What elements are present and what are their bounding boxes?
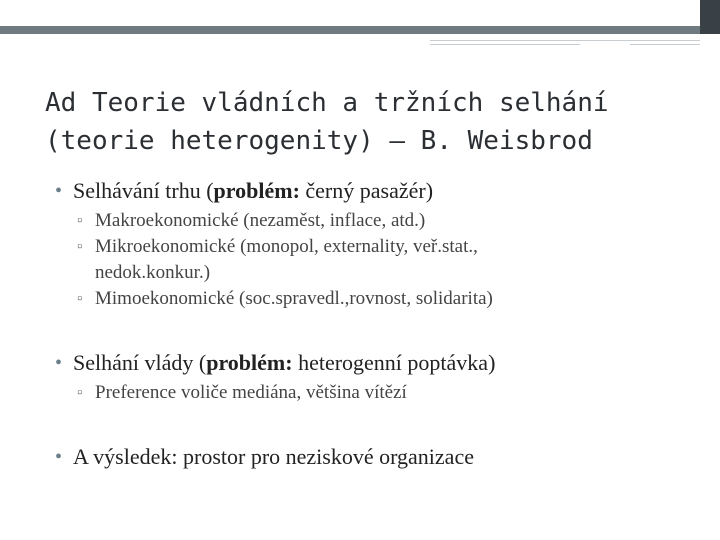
decorative-line <box>630 44 700 45</box>
decorative-line <box>430 44 580 45</box>
decorative-line <box>430 40 700 41</box>
bullet-text: A výsledek: prostor pro neziskové organizace <box>73 444 474 469</box>
sub-item-text: Preference voliče mediána, většina vítězí <box>95 382 407 403</box>
sub-item <box>55 380 695 406</box>
top-right-dark-block <box>700 0 720 34</box>
sub-item-continuation <box>55 260 695 286</box>
sub-list-market-failure <box>55 208 695 312</box>
top-decorative-band <box>0 0 720 34</box>
bullet-government-failure <box>55 348 695 378</box>
top-gray-bar <box>0 26 720 34</box>
slide-title-line-1: Ad Teorie vládních a tržních selhání <box>45 88 609 118</box>
bullet-text-bold: problém: <box>213 178 300 203</box>
sub-item <box>55 234 695 260</box>
bullet-text-prefix: Selhávání trhu ( <box>73 178 214 203</box>
bullet-text-bold: problém: <box>206 350 293 375</box>
sub-item-text: nedok.konkur.) <box>95 262 211 283</box>
bullet-result <box>55 442 695 472</box>
bullet-icon: • <box>55 446 63 468</box>
sub-item-text: Mimoekonomické (soc.spravedl.,rovnost, solidarita) <box>95 288 493 309</box>
bullet-icon: • <box>55 352 63 374</box>
spacer <box>55 406 695 442</box>
sub-item <box>55 208 695 234</box>
sub-item-text: Mikroekonomické (monopol, externality, veř.stat., <box>95 236 478 257</box>
sub-bullet-icon: ▫ <box>77 385 83 401</box>
slide-title-line-2: (teorie heterogenity) – B. Weisbrod <box>45 126 593 156</box>
slide-content <box>55 176 695 472</box>
slide-title <box>45 84 685 160</box>
spacer <box>55 312 695 348</box>
sub-bullet-icon: ▫ <box>77 239 83 255</box>
bullet-text-prefix: Selhání vlády ( <box>73 350 207 375</box>
top-decorative-lines <box>430 40 700 48</box>
sub-item-text: Makroekonomické (nezaměst, inflace, atd.) <box>95 210 426 231</box>
sub-bullet-icon: ▫ <box>77 213 83 229</box>
sub-item <box>55 286 695 312</box>
bullet-market-failure <box>55 176 695 206</box>
sub-bullet-icon: ▫ <box>77 291 83 307</box>
bullet-text-suffix: heterogenní poptávka) <box>292 350 496 375</box>
bullet-icon: • <box>55 180 63 202</box>
sub-list-government-failure <box>55 380 695 406</box>
bullet-text-suffix: černý pasažér) <box>299 178 434 203</box>
